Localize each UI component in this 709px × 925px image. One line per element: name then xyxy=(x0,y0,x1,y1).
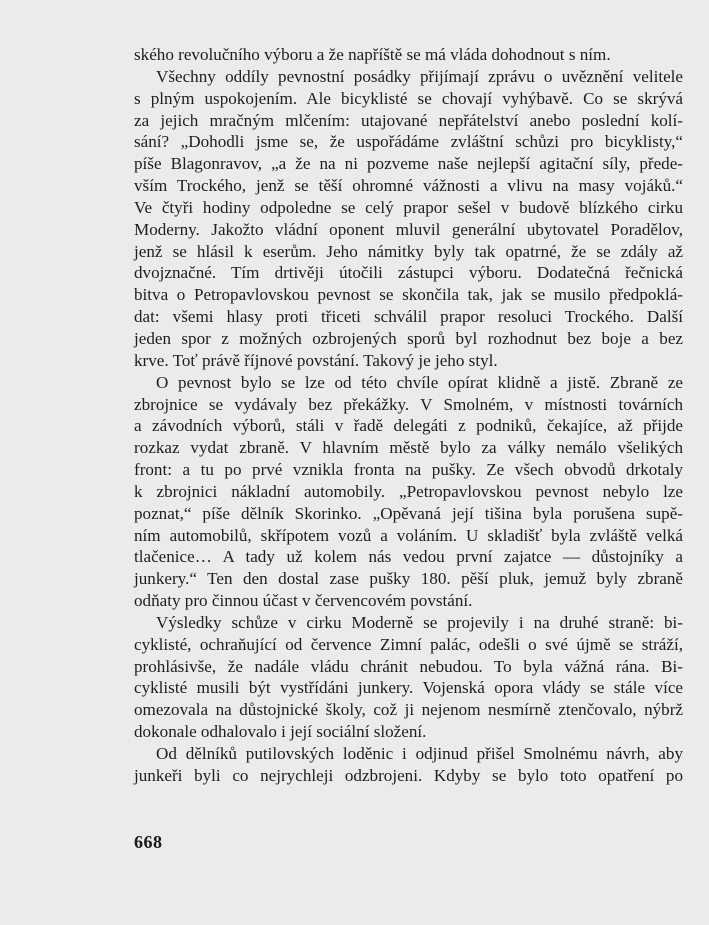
text-line: dvojznačné. Tím drtivěji útočili zástupci výboru. Dodatečná řečnická xyxy=(134,263,683,283)
text-line: prohlásivše, že nadále vládu chránit nebudou. To byla vážná rána. Bi- xyxy=(134,656,683,676)
text-line: cyklisté, ochraňující od července Zimní palác, odešli o své újmě se stráží, xyxy=(134,634,683,654)
text-line: k zbrojnici nákladní automobily. „Petropavlovskou pevnost nebylo lze xyxy=(134,481,683,501)
text-line: krve. Toť právě říjnové povstání. Takový je jeho styl. xyxy=(134,350,498,370)
text-line: bitva o Petropavlovskou pevnost se skončila tak, jak se musilo předpoklá- xyxy=(134,285,683,305)
paragraph-p3 xyxy=(134,372,683,612)
text-line: odňaty pro činnou účast v červencovém povstání. xyxy=(134,591,473,611)
text-line: poznat,“ píše dělník Skorinko. „Opěvaná její tišina byla porušena supě- xyxy=(134,503,683,523)
text-line: junkeři byli co nejrychleji odzbrojeni. Kdyby se bylo toto opatření po xyxy=(134,765,683,785)
text-line: jeden spor z možných ozbrojených sporů byl rozhodnut bez boje a bez xyxy=(134,328,683,348)
text-line: Ve čtyři hodiny odpoledne se celý prapor sešel v budově blízkého cirku xyxy=(134,197,683,217)
text-line: a závodních výborů, stáli v řadě delegáti z podniků, čekajíce, až přijde xyxy=(134,416,683,436)
text-line: Všechny oddíly pevnostní posádky přijímají zprávu o uvěznění velitele xyxy=(156,66,683,86)
text-line: junkery.“ Ten den dostal zase pušky 180. pěší pluk, jemuž byly zbraně xyxy=(134,569,683,589)
text-line: front: a tu po prvé vznikla fronta na pušky. Ze všech obvodů drkotaly xyxy=(134,460,683,480)
text-line: Výsledky schůze v cirku Moderně se projevily i na druhé straně: bi- xyxy=(156,612,683,632)
paragraph-p5 xyxy=(134,743,683,787)
text-line: Moderny. Jakožto vládní oponent mluvil generální ubytovatel Poradělov, xyxy=(134,219,683,239)
text-line: jenž se hlásil k eserům. Jeho námitky byly tak opatrné, že se zdály až xyxy=(134,241,683,261)
text-line: dat: všemi hlasy proti třiceti schválil prapor resoluci Trockého. Další xyxy=(134,307,683,327)
paragraph-p4 xyxy=(134,612,683,743)
text-line: omezovala na důstojnické školy, což ji nejenom nesmírně ztenčovalo, nýbrž xyxy=(134,700,683,720)
text-line: Od dělníků putilovských loděnic i odjinud přišel Smolnému návrh, aby xyxy=(156,744,683,763)
text-line: ského revolučního výboru a že napříště se má vláda dohodnout s ním. xyxy=(134,45,611,64)
paragraph-p1 xyxy=(134,44,683,66)
text-line: zbrojnice se vydávaly bez překážky. V Smolném, v místnosti továrních xyxy=(134,394,683,414)
text-line: ním automobilů, skřípotem vozů a voláním. U skladišť byla zvláště velká xyxy=(134,525,683,545)
text-line: tlačenice… A tady už kolem nás vedou první zajatce — důstojníky a xyxy=(134,547,683,567)
text-line: sání? „Dohodli jsme se, že uspořádáme zvláštní schůzi pro bicyklisty,“ xyxy=(134,132,683,152)
text-line: s plným uspokojením. Ale bicyklisté se chovají vyhýbavě. Co se skrývá xyxy=(134,88,683,108)
text-line: cyklisté musili být vystřídáni junkery. Vojenská opora vlády se stále více xyxy=(134,678,683,698)
body-text xyxy=(134,44,683,787)
page-number: 668 xyxy=(134,832,163,852)
text-line: vším Trockého, jenž se těší ohromné vážnosti a vlivu na masy vojáků.“ xyxy=(134,176,683,196)
text-line: dokonale odhalovalo i její sociální složení. xyxy=(134,722,427,742)
paragraph-p2 xyxy=(134,66,683,372)
text-line: rozkaz vydat zbraně. V hlavním městě bylo za války nemálo všelikých xyxy=(134,438,683,458)
text-line: O pevnost bylo se lze od této chvíle opírat klidně a jistě. Zbraně ze xyxy=(156,372,683,392)
text-line: za jejich mračným mlčením: utajované nepřátelství anebo poslední kolí- xyxy=(134,110,683,130)
text-line: píše Blagonravov, „a že na ni pozveme naše nejlepší agitační síly, přede- xyxy=(134,154,683,174)
